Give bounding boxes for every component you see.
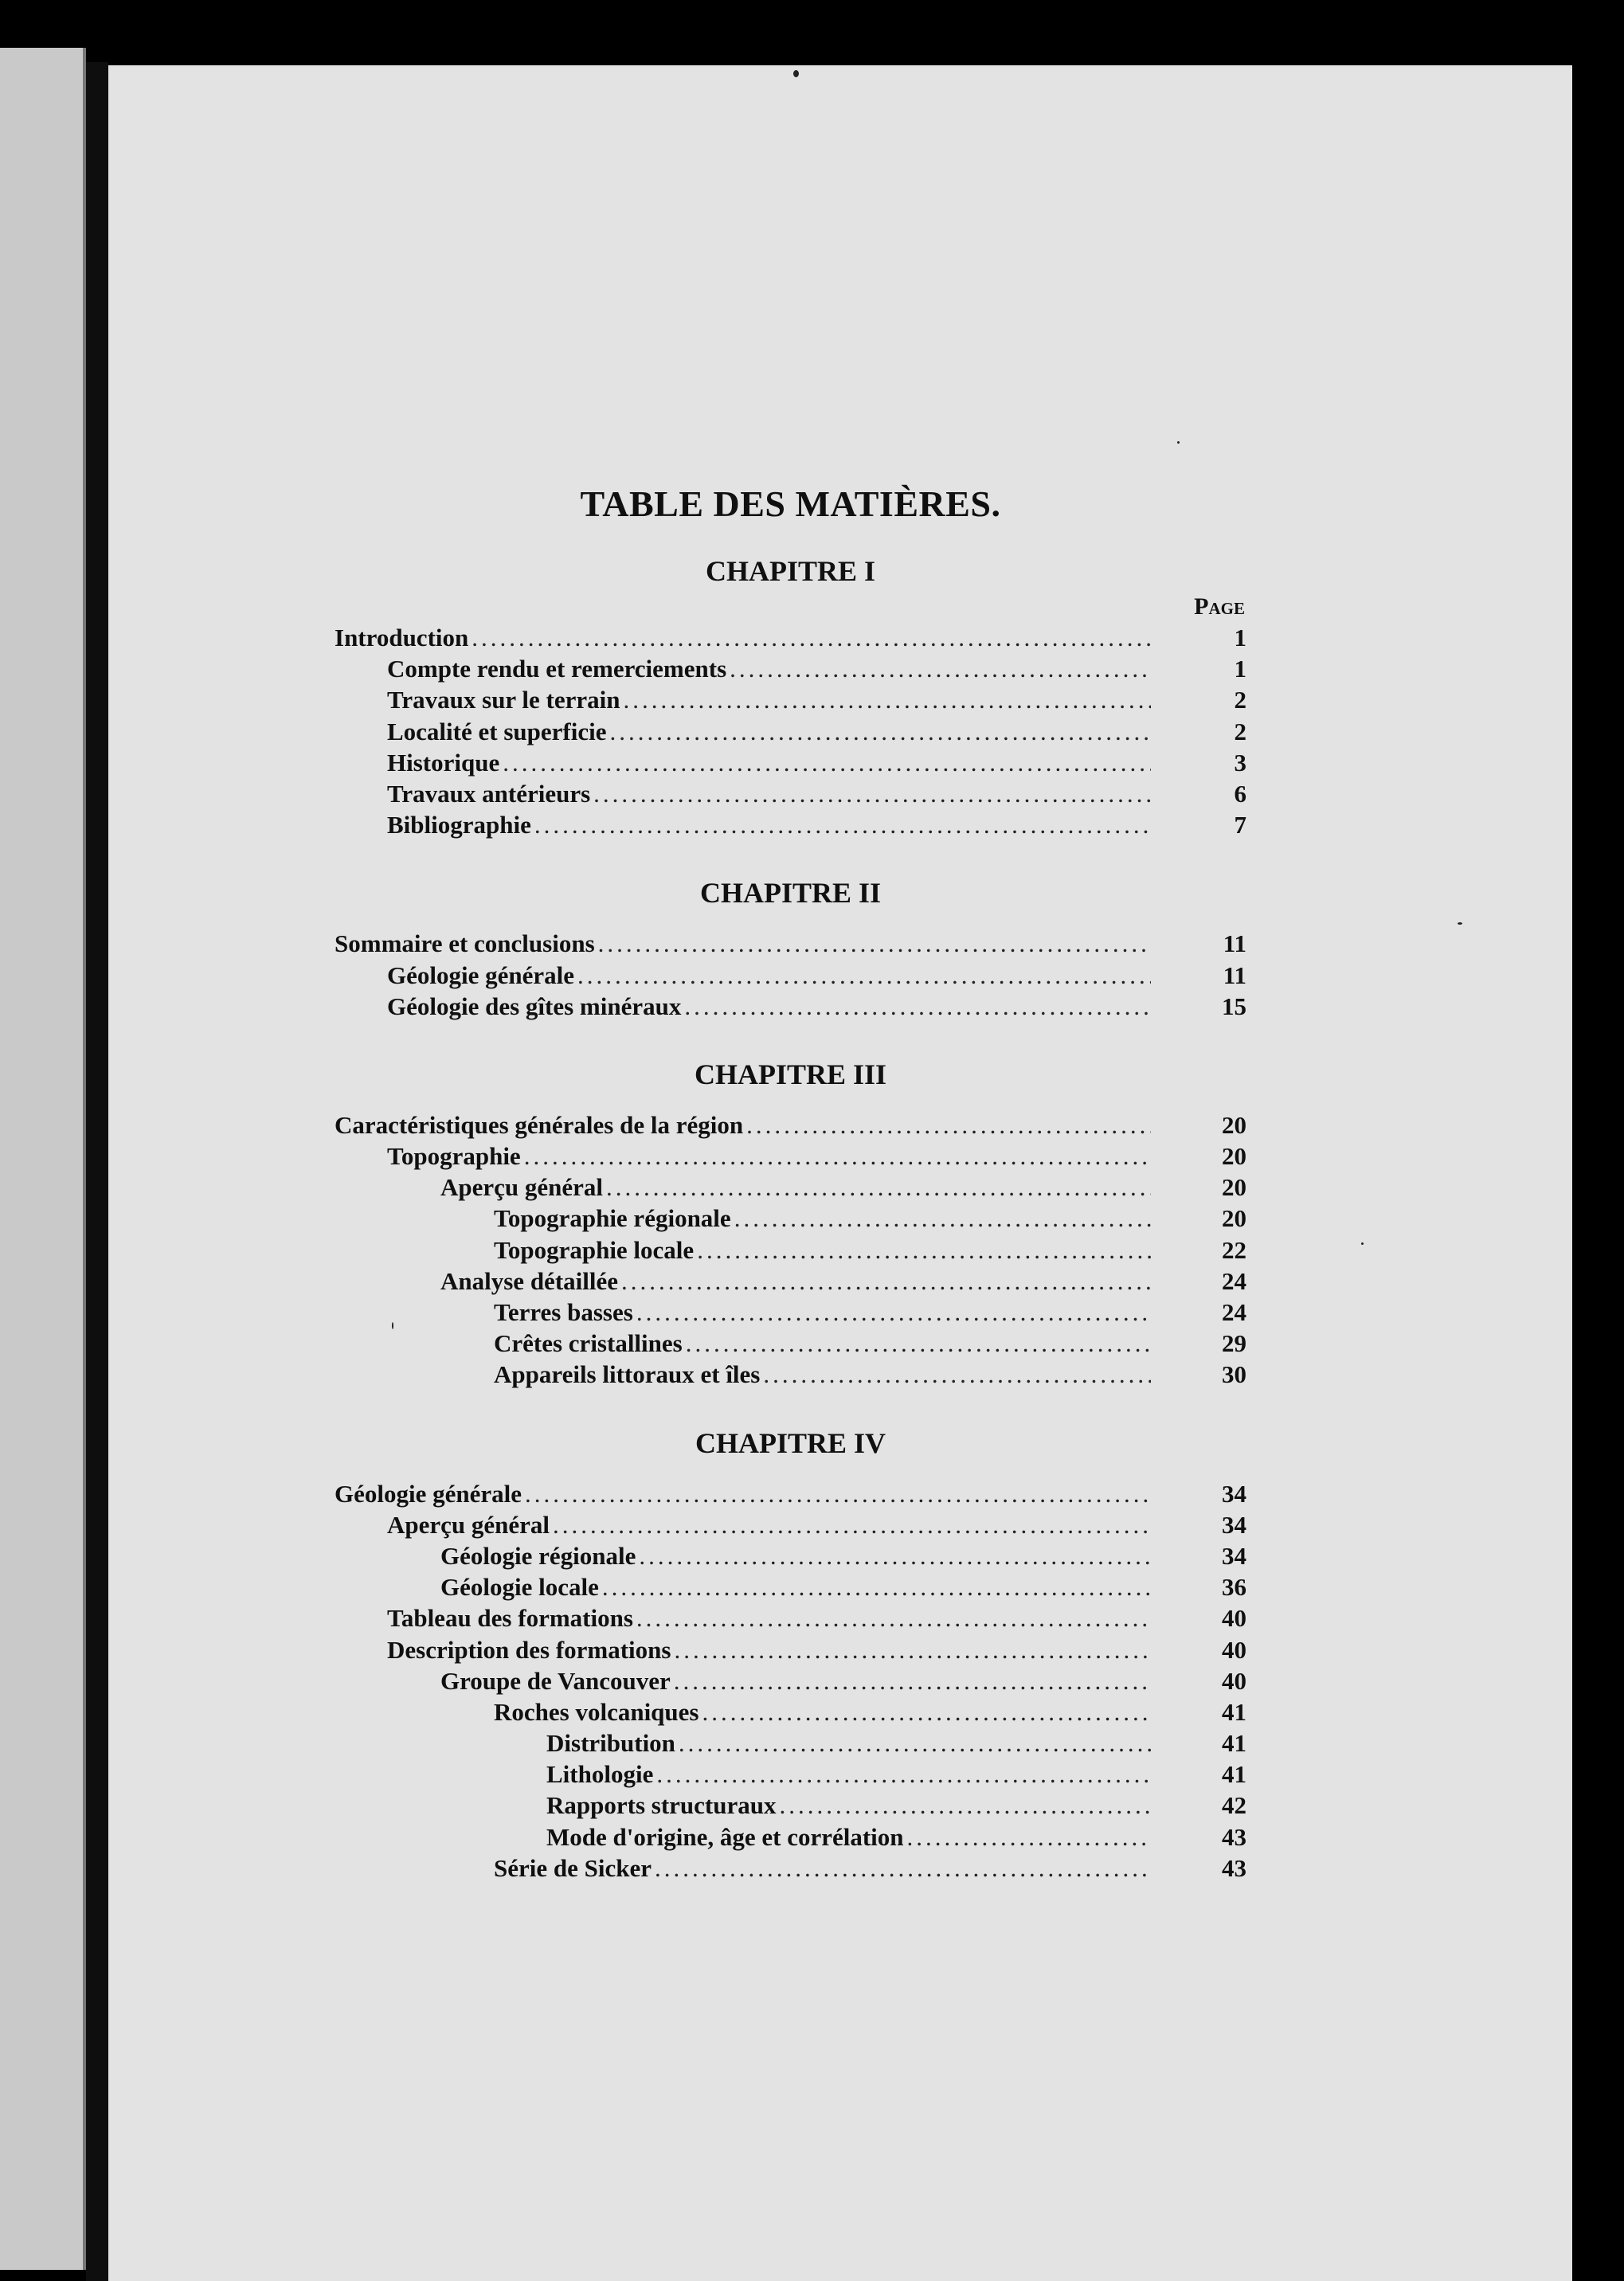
- toc-entry: [335, 1140, 1246, 1172]
- dot-leader: [655, 1853, 1151, 1884]
- toc-entry: [335, 1602, 1246, 1633]
- toc-entry: [335, 1853, 1246, 1884]
- dot-leader: [503, 747, 1151, 778]
- entry-label: Caractéristiques générales de la région: [335, 1110, 744, 1139]
- entry-page-number: 6: [1234, 779, 1246, 808]
- toc-entry: [335, 960, 1246, 991]
- entry-page-number: 11: [1223, 961, 1246, 989]
- entry-label: Géologie locale: [440, 1573, 599, 1602]
- toc-entry: [335, 1509, 1246, 1540]
- dot-leader: [525, 1478, 1151, 1509]
- entry-label: Topographie: [387, 1142, 521, 1171]
- chapter-heading: CHAPITRE IV: [695, 1426, 886, 1459]
- toc-entry: [335, 1571, 1246, 1602]
- entry-label: Bibliographie: [387, 811, 531, 839]
- toc-entry: [335, 1665, 1246, 1696]
- chapter-heading: CHAPITRE II: [699, 877, 882, 910]
- entry-page-number: 40: [1222, 1666, 1246, 1695]
- entry-page-number: 41: [1222, 1729, 1246, 1758]
- toc-entry: [335, 1359, 1246, 1390]
- entry-page-number: 20: [1222, 1204, 1246, 1233]
- scan-speck: [1177, 441, 1180, 444]
- entry-label: Série de Sicker: [494, 1853, 652, 1882]
- entry-page-number: 2: [1234, 686, 1246, 714]
- dot-leader: [609, 716, 1151, 747]
- dot-leader: [656, 1759, 1151, 1790]
- entry-page-number: 29: [1222, 1329, 1246, 1358]
- toc-entry: [335, 1790, 1246, 1821]
- toc-entry: [335, 778, 1246, 809]
- entry-label: Description des formations: [387, 1635, 671, 1664]
- dot-leader: [679, 1727, 1151, 1759]
- entry-page-number: 15: [1222, 992, 1246, 1020]
- entry-page-number: 34: [1222, 1479, 1246, 1508]
- entry-label: Rapports structuraux: [546, 1791, 777, 1820]
- toc-entry: [335, 928, 1246, 959]
- chapter-gap: [335, 840, 1246, 872]
- dot-leader: [472, 622, 1151, 653]
- entry-page-number: 2: [1234, 717, 1246, 745]
- dot-leader: [621, 1266, 1151, 1297]
- dot-leader: [553, 1509, 1151, 1540]
- dot-leader: [746, 1109, 1151, 1140]
- scan-speck: [1361, 1242, 1364, 1245]
- entry-label: Appareils littoraux et îles: [494, 1360, 761, 1389]
- toc-entry: [335, 809, 1246, 840]
- chapter-gap: [335, 1391, 1246, 1422]
- toc-entry: [335, 1759, 1246, 1790]
- entry-label: Topographie régionale: [494, 1204, 731, 1233]
- toc-entry: [335, 1172, 1246, 1203]
- entry-label: Tableau des formations: [387, 1604, 633, 1633]
- dot-leader: [686, 1328, 1151, 1359]
- toc-entry: [335, 1634, 1246, 1665]
- entry-label: Sommaire et conclusions: [335, 929, 595, 958]
- entry-label: Géologie générale: [335, 1479, 522, 1508]
- entry-page-number: 3: [1234, 748, 1246, 777]
- entry-page-number: 20: [1222, 1142, 1246, 1171]
- dot-leader: [623, 684, 1151, 715]
- entry-page-number: 1: [1234, 624, 1246, 651]
- entry-page-number: 40: [1222, 1635, 1246, 1664]
- dot-leader: [577, 960, 1151, 991]
- dot-leader: [674, 1634, 1151, 1665]
- previous-page-edge: [0, 48, 86, 2270]
- entry-page-number: 22: [1222, 1235, 1246, 1264]
- entry-page-number: 43: [1222, 1822, 1246, 1851]
- entry-page-number: 30: [1222, 1360, 1246, 1389]
- entry-label: Aperçu général: [440, 1173, 604, 1202]
- chapter-heading: CHAPITRE I: [705, 555, 876, 587]
- entry-page-number: 41: [1222, 1697, 1246, 1726]
- toc-entry: [335, 1727, 1246, 1759]
- dot-leader: [639, 1540, 1151, 1571]
- toc-entry: [335, 1328, 1246, 1359]
- entry-page-number: 34: [1222, 1541, 1246, 1570]
- entry-label: Mode d'origine, âge et corrélation: [546, 1822, 904, 1851]
- dot-leader: [684, 991, 1151, 1022]
- entry-page-number: 7: [1234, 811, 1246, 839]
- dot-leader: [907, 1821, 1151, 1853]
- entry-label: Crêtes cristallines: [494, 1329, 683, 1358]
- entry-page-number: 1: [1234, 655, 1246, 683]
- dot-leader: [730, 653, 1151, 684]
- entry-label: Géologie générale: [387, 961, 574, 989]
- entry-page-number: 20: [1222, 1110, 1246, 1139]
- toc-entry: [335, 1234, 1246, 1266]
- toc-entry: [335, 1109, 1246, 1140]
- scan-speck: [1458, 922, 1462, 925]
- dot-leader: [606, 1172, 1151, 1203]
- dot-leader: [524, 1140, 1151, 1172]
- dot-leader: [734, 1203, 1151, 1234]
- dot-leader: [697, 1234, 1151, 1266]
- toc-entry: [335, 1266, 1246, 1297]
- entry-page-number: 24: [1222, 1298, 1246, 1326]
- entry-page-number: 42: [1222, 1791, 1246, 1820]
- dot-leader: [779, 1790, 1151, 1821]
- toc-entry: [335, 1203, 1246, 1234]
- toc-entry: [335, 684, 1246, 715]
- entry-label: Géologie régionale: [440, 1541, 636, 1570]
- dot-leader: [602, 1571, 1151, 1602]
- binding-shadow: [86, 62, 108, 2281]
- toc-entry: [335, 1696, 1246, 1727]
- entry-label: Compte rendu et remerciements: [387, 655, 727, 683]
- toc-entry: [335, 1297, 1246, 1328]
- dot-leader: [636, 1602, 1151, 1633]
- toc-entry: [335, 1821, 1246, 1853]
- table-of-contents: [335, 482, 1246, 1884]
- entry-label: Travaux antérieurs: [387, 779, 591, 808]
- dot-leader: [636, 1297, 1151, 1328]
- entry-label: Historique: [387, 748, 500, 777]
- entry-label: Localité et superficie: [387, 717, 607, 745]
- dot-leader: [598, 928, 1151, 959]
- entry-label: Introduction: [335, 624, 469, 651]
- entry-page-number: 11: [1223, 929, 1246, 958]
- chapter-heading: CHAPITRE III: [694, 1058, 887, 1090]
- entry-page-number: 43: [1222, 1853, 1246, 1882]
- entry-label: Lithologie: [546, 1760, 654, 1789]
- dot-leader: [674, 1665, 1151, 1696]
- entry-page-number: 20: [1222, 1173, 1246, 1202]
- entry-label: Distribution: [546, 1729, 675, 1758]
- entry-label: Aperçu général: [387, 1510, 550, 1539]
- entry-page-number: 34: [1222, 1510, 1246, 1539]
- dot-leader: [534, 809, 1151, 840]
- entry-label: Géologie des gîtes minéraux: [387, 992, 682, 1020]
- toc-entry: [335, 716, 1246, 747]
- toc-entry: [335, 622, 1246, 653]
- toc-entry: [335, 1540, 1246, 1571]
- dot-leader: [593, 778, 1151, 809]
- entry-page-number: 41: [1222, 1760, 1246, 1789]
- entry-label: Terres basses: [494, 1298, 633, 1326]
- entry-label: Topographie locale: [494, 1235, 695, 1264]
- entry-label: Travaux sur le terrain: [387, 686, 620, 714]
- entry-label: Roches volcaniques: [494, 1697, 699, 1726]
- entry-label: Analyse détaillée: [440, 1266, 618, 1295]
- entry-page-number: 36: [1222, 1573, 1246, 1602]
- toc-entry: [335, 1478, 1246, 1509]
- scan-speck: [793, 70, 799, 77]
- chapter-list: [335, 550, 1246, 1884]
- toc-entry: [335, 747, 1246, 778]
- dot-leader: [763, 1359, 1151, 1390]
- toc-entry: [335, 991, 1246, 1022]
- chapter-gap: [335, 1022, 1246, 1054]
- entry-label: Groupe de Vancouver: [440, 1666, 671, 1695]
- toc-title: TABLE DES MATIÈRES.: [580, 483, 1001, 524]
- dot-leader: [702, 1696, 1152, 1727]
- entry-page-number: 40: [1222, 1604, 1246, 1633]
- entry-page-number: 24: [1222, 1266, 1246, 1295]
- toc-entry: [335, 653, 1246, 684]
- page-column-label: Page: [1194, 593, 1245, 620]
